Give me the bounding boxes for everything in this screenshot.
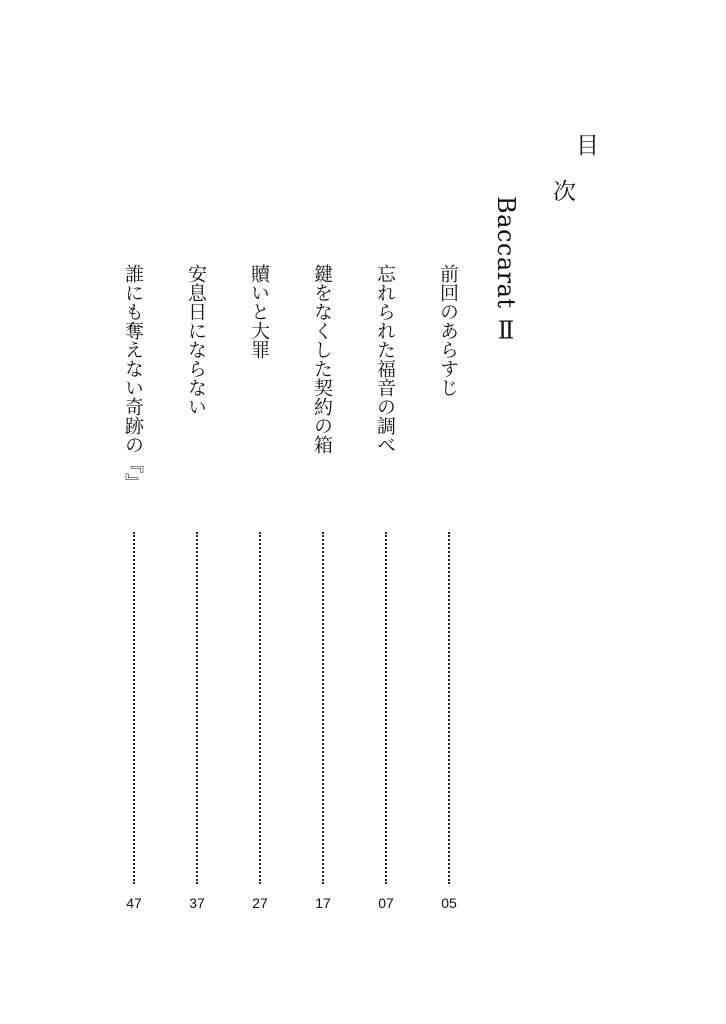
toc-page-number-5: 37 [189, 895, 205, 911]
toc-heading-char-1: 目 [572, 133, 598, 156]
toc-leader-6 [133, 532, 135, 884]
toc-entry-title-4: 贖いと大罪 [248, 264, 270, 359]
toc-heading [550, 133, 596, 202]
toc-leader-3 [322, 532, 324, 884]
toc-leader-5 [196, 532, 198, 884]
toc-page-number-2: 07 [378, 895, 394, 911]
toc-page-number-4: 27 [252, 895, 268, 911]
toc-page-number-6: 47 [126, 895, 142, 911]
toc-entry-title-3: 鍵をなくした契約の箱 [311, 264, 333, 454]
toc-page-number-1: 05 [441, 895, 457, 911]
toc-leader-4 [259, 532, 261, 884]
toc-entry-title-2: 忘れられた福音の調べ [374, 264, 396, 454]
toc-entry-title-6: 誰にも奪えない奇跡の『』 [122, 264, 144, 492]
toc-leader-1 [448, 532, 450, 884]
book-subtitle: Baccarat Ⅱ [492, 196, 520, 346]
toc-entry-title-1: 前回のあらすじ [437, 264, 459, 397]
toc-leader-2 [385, 532, 387, 884]
toc-heading-char-2: 次 [549, 179, 575, 202]
toc-page-number-3: 17 [315, 895, 331, 911]
toc-entry-title-5: 安息日にならない [185, 264, 207, 416]
